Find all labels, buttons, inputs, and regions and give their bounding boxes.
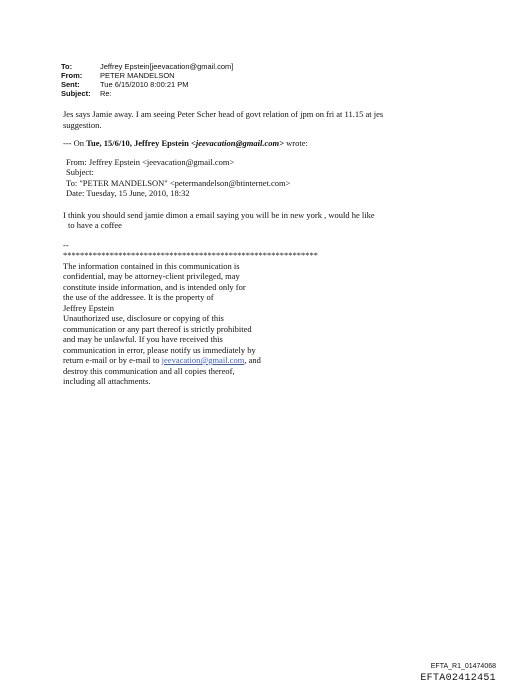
disclaimer-line: constitute inside information, and is intended only for [63,281,246,292]
header-from-row [61,71,233,80]
disclaimer-line: including all attachments. [63,376,151,386]
disclaimer-line: communication in error, please notify us immediately by [63,344,256,355]
subject-value: Re: [100,89,112,98]
header-to-row [61,62,233,71]
disclaimer-line: the use of the addressee. It is the property of [63,292,214,302]
to-value: Jeffrey Epstein[jeevacation@gmail.com] [100,62,234,71]
subject-label: Subject: [61,89,91,98]
sent-label: Sent: [61,80,80,89]
disclaimer-line: Unauthorized use, disclosure or copying of this [63,313,224,323]
stars-divider: ************************************************************ [63,250,318,260]
quote-suffix: wrote: [284,138,308,148]
fwd-to: To: "PETER MANDELSON" <petermandelson@btinternet.com> [66,177,291,188]
fwd-date: Date: Tuesday, 15 June, 2010, 18:32 [66,188,190,198]
email-header [61,62,233,98]
forwarded-header [63,157,463,199]
quote-email: <jeevacation@gmail.com> [190,138,284,148]
disclaimer-line: destroy this communication and all copies thereof, [63,365,235,376]
header-sent-row [61,80,233,89]
email-body [63,109,463,387]
quote-date-name: Tue, 15/6/10, Jeffrey Epstein [86,138,191,148]
email-link[interactable]: jeevacation@gmail.com [161,355,245,365]
disclaimer-line: and may be unlawful. If you have received this [63,334,223,344]
disclaimer-line: Jeffrey Epstein [63,302,115,313]
fwd-subject: Subject: [66,167,94,177]
fwd-from: From: Jeffrey Epstein <jeevacation@gmail.com> [66,156,235,167]
bates-reference-2: EFTA02412451 [420,673,496,684]
to-label: To: [61,62,73,71]
disclaimer-line [63,355,463,366]
disclaimer-line: The information contained in this communication is [63,260,240,271]
message-line-2: to have a coffee [68,220,122,230]
reply-line-2: suggestion. [63,119,102,130]
disclaimer-text: return e-mail or by e-mail to [63,355,162,365]
signature-separator: -- [63,239,69,250]
disclaimer-line: communication or any part thereof is strictly prohibited [63,323,252,334]
from-value: PETER MANDELSON [100,71,175,80]
reply-line-1: Jes says Jamie away. I am seeing Peter Scher head of govt relation of jpm on fri at 11.15 at jes [63,109,384,119]
header-subject-row [61,89,233,98]
quote-intro [63,138,463,149]
from-label: From: [61,71,83,80]
quote-prefix: --- On [63,138,87,148]
bates-reference-1: EFTA_R1_01474068 [430,663,496,670]
disclaimer-line: confidential, may be attorney-client privileged, may [63,271,240,281]
message-line-1: I think you should send jamie dimon a email saying you will be in new york , would he like [63,209,375,220]
reply-text [63,109,463,130]
disclaimer-text: , and [244,355,261,365]
forwarded-message [63,210,463,231]
confidentiality-disclaimer [63,261,463,387]
sent-value: Tue 6/15/2010 8:00:21 PM [100,80,189,89]
